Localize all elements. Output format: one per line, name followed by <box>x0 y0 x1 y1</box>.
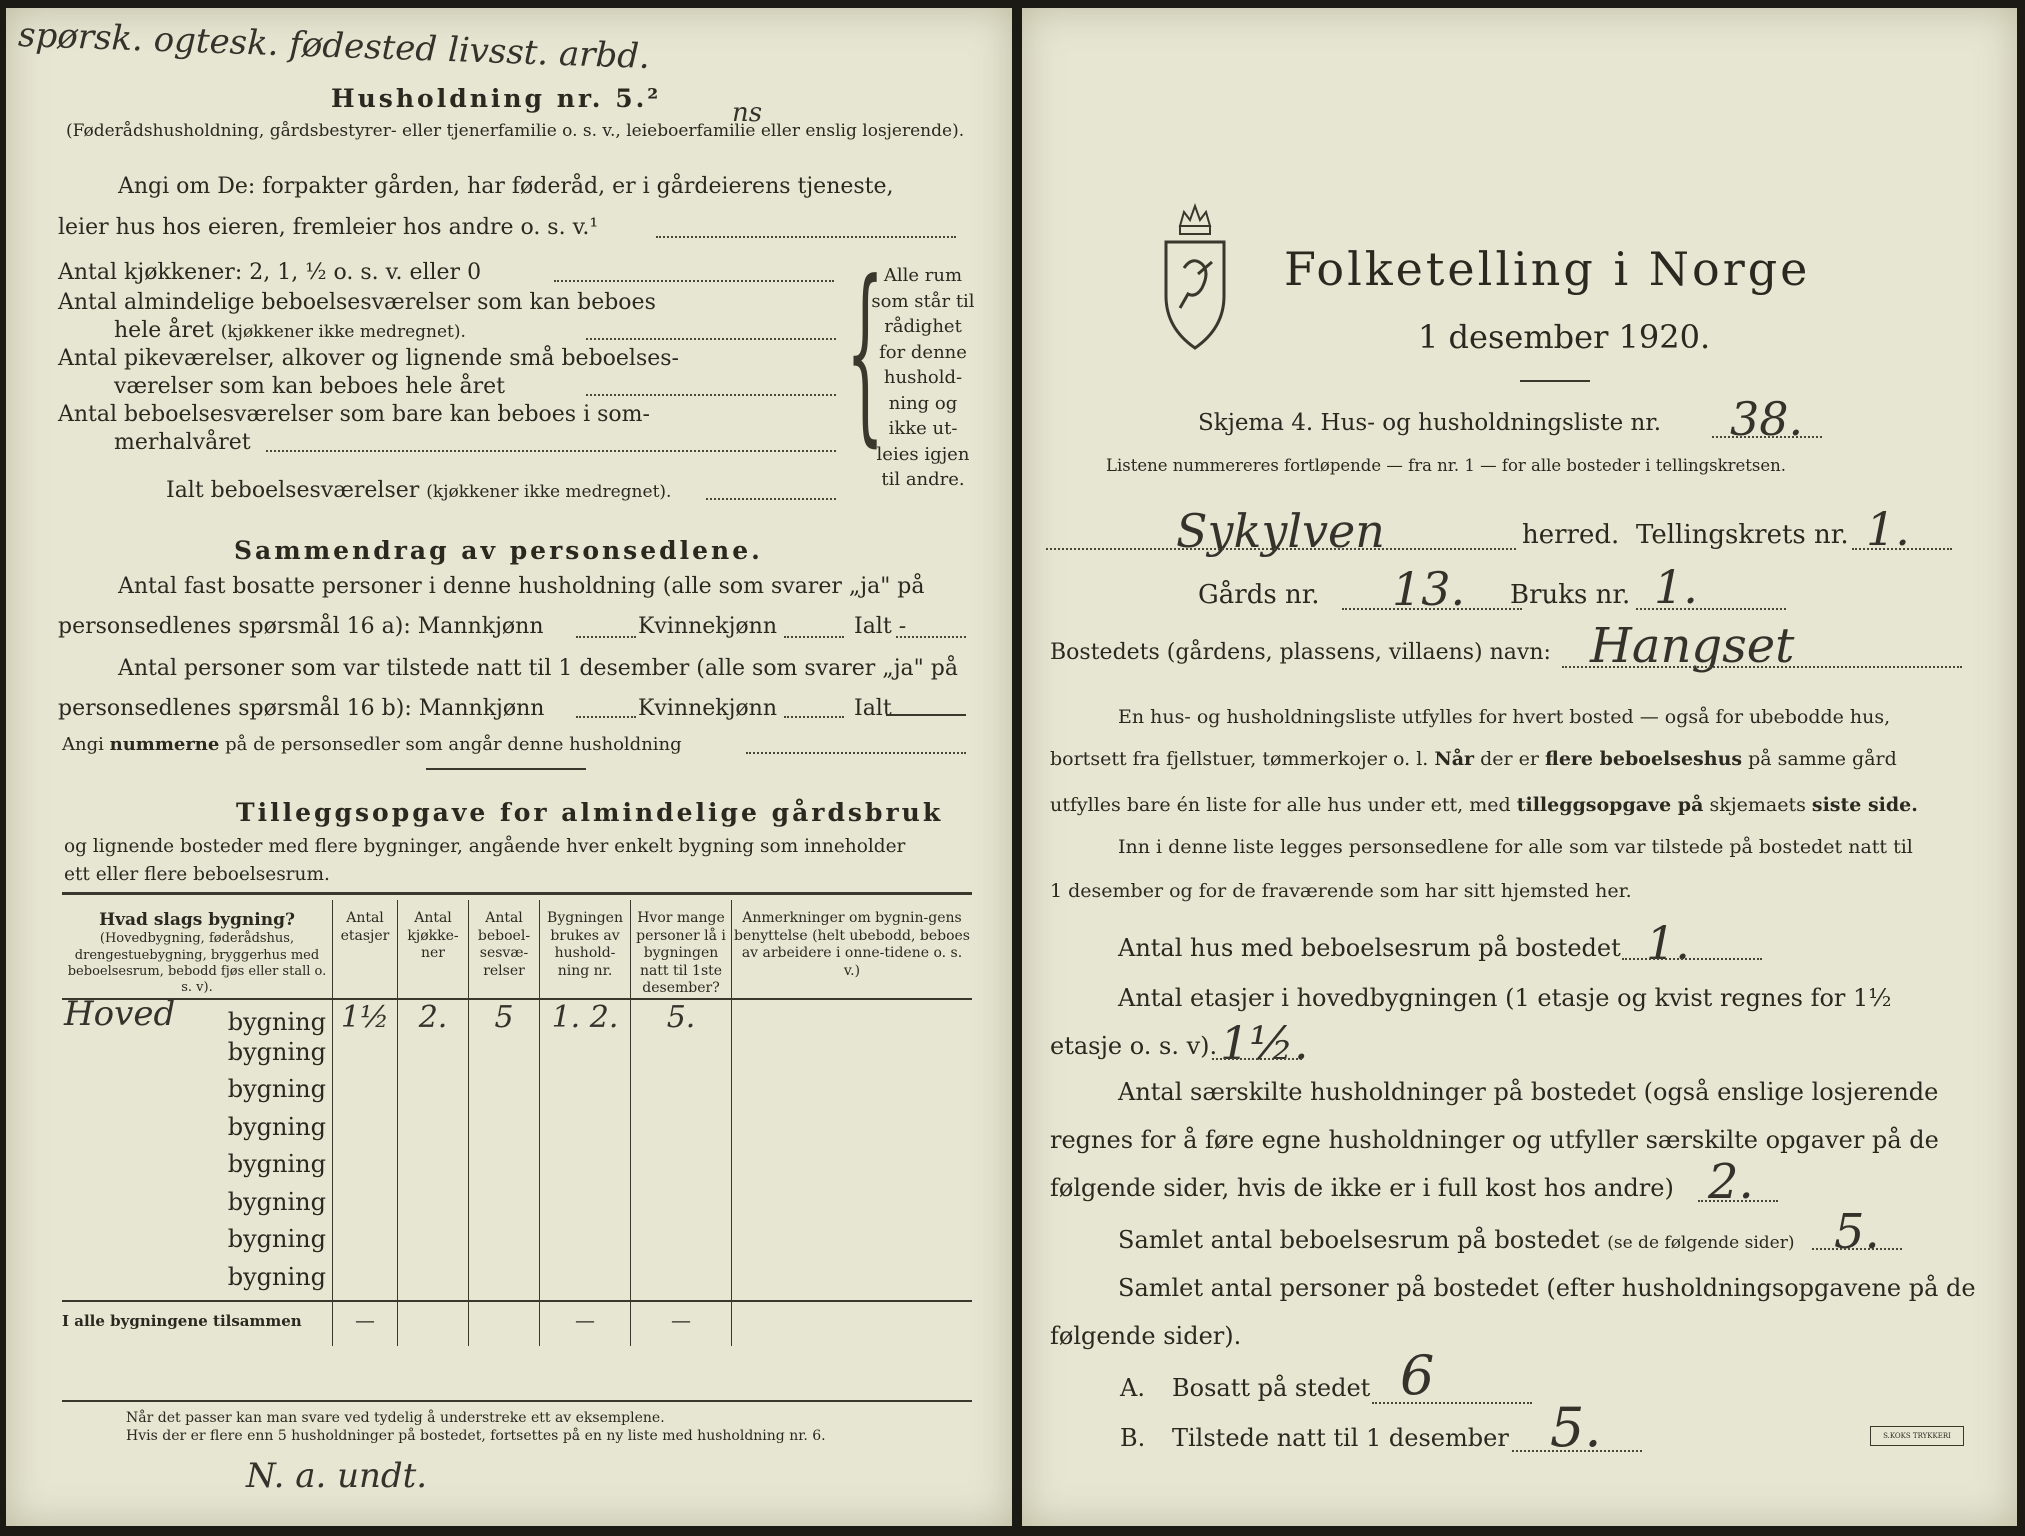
row-building-label: bygning <box>227 1150 326 1178</box>
row-floors <box>333 1188 398 1226</box>
instr-1-line-3a: utfylles bare én liste for alle hus under ett, med <box>1050 794 1511 816</box>
summary-b-female-line <box>784 716 844 718</box>
household-subtitle: (Føderådshusholdning, gårdsbestyrer- eller tjenerfamilie o. s. v., leieboerfamilie eller enslig losjerende). <box>66 121 965 141</box>
farm-number-label: Gårds nr. <box>1198 580 1320 610</box>
row-persons <box>631 1038 732 1076</box>
households-label-1: Antal særskilte husholdninger på bostedet (også enslige losjerende <box>1118 1078 1939 1106</box>
household-title: Husholdning nr. 5.² <box>331 84 662 113</box>
row-used-by <box>540 1038 631 1076</box>
farm-number-line <box>1342 608 1522 610</box>
table-row <box>62 1188 972 1226</box>
residence-name-label: Bostedets (gårdens, plassens, villaens) navn: <box>1050 640 1551 665</box>
angi-nummer-bold: nummerne <box>109 734 220 755</box>
summary-a-female-line <box>784 636 844 638</box>
row-kitchens <box>398 1225 469 1263</box>
table-row <box>62 1038 972 1076</box>
row-kitchens <box>398 1188 469 1226</box>
holding-number-line <box>1636 608 1786 610</box>
total-remarks <box>732 1301 973 1346</box>
rooms-label-note: (kjøkkener ikke medregnet). <box>220 322 466 342</box>
header-building-type-note: (Hovedbygning, føderådshus, drengestuebygning, bryggerhus med beboelsesrum, bebodd fjøs eller stall o. s. v). <box>67 931 327 995</box>
row-rooms <box>469 1075 540 1113</box>
handwritten-bottom-note: N. a. undt. <box>246 1456 428 1496</box>
row-rooms <box>469 1188 540 1226</box>
summary-a-line-1: Antal fast bosatte personer i denne husholdning (alle som svarer „ja" på <box>118 574 925 599</box>
row-building-label: bygning <box>227 1112 326 1141</box>
total-rooms-note: (kjøkkener ikke medregnet). <box>426 482 672 502</box>
supplement-line-1: og lignende bosteder med flere bygninger, angående hver enkelt bygning som inneholder <box>64 836 906 857</box>
maid-rooms-label-2: værelser som kan beboes hele året <box>114 374 505 399</box>
total-used-by: — <box>540 1301 631 1346</box>
row-building-label: bygning <box>227 1225 326 1253</box>
table-row <box>62 1113 972 1151</box>
summer-rooms-answer-line <box>266 450 836 452</box>
row-kitchens <box>398 1150 469 1188</box>
row-used-by: 1. 2. <box>540 999 631 1038</box>
total-persons-label-2: følgende sider). <box>1050 1322 1242 1350</box>
left-page <box>6 8 1012 1526</box>
row-rooms: 5 <box>469 999 540 1038</box>
instr-1-line-3d: siste side. <box>1811 794 1918 816</box>
census-date: 1 desember 1920. <box>1418 318 1711 356</box>
row-used-by <box>540 1113 631 1151</box>
holding-number-value: 1. <box>1654 560 1698 614</box>
row-remarks <box>732 1263 973 1302</box>
row-persons <box>631 1263 732 1302</box>
header-floors: Antal etasjer <box>333 900 398 999</box>
municipality-line <box>1046 548 1516 550</box>
summer-rooms-label-2: merhalvåret <box>114 430 251 455</box>
district-line <box>1852 548 1952 550</box>
district-value: 1. <box>1866 502 1910 556</box>
table-top-rule <box>62 892 972 895</box>
rooms-answer-line <box>586 338 836 340</box>
resident-line <box>1372 1402 1532 1404</box>
summary-a-total-label: Ialt <box>854 614 892 639</box>
total-rooms-label: Samlet antal beboelsesrum på bostedet <box>1118 1226 1600 1254</box>
right-page <box>1022 8 2017 1526</box>
angi-nummer-post: på de personsedler som angår denne husholdning <box>225 734 682 755</box>
row-used-by <box>540 1225 631 1263</box>
instr-1-line-3b: tilleggsopgave på <box>1516 794 1704 816</box>
footnote-1: Når det passer kan man svare ved tydelig å understreke ett av eksemplene. <box>126 1410 665 1426</box>
row-floors <box>333 1038 398 1076</box>
angi-nummer-line <box>746 752 966 754</box>
row-floors: 1½ <box>333 999 398 1038</box>
row-remarks <box>732 1038 973 1076</box>
total-rooms-label: Ialt beboelsesværelser <box>166 478 420 503</box>
instr-2-line-2: 1 desember og for de fraværende som har sitt hjemsted her. <box>1050 880 1632 902</box>
row-rooms <box>469 1113 540 1151</box>
form-label: Skjema 4. Hus- og husholdningsliste nr. <box>1198 410 1662 436</box>
summer-rooms-label-1: Antal beboelsesværelser som bare kan beboes i som- <box>58 402 650 427</box>
rooms-label-2: hele året <box>114 318 214 343</box>
summary-a-total-value: - <box>898 614 907 639</box>
table-row <box>62 1263 972 1302</box>
summary-a-female-label: Kvinnekjønn <box>638 614 777 639</box>
handwritten-header-note: spørsk. ogtesk. fødested livsst. arbd. <box>17 14 651 78</box>
residence-name-value: Hangset <box>1590 618 1795 674</box>
supplement-line-2: ett eller flere beboelsesrum. <box>64 864 330 885</box>
printer-stamp: S.KOKS TRYKKERI <box>1870 1426 1964 1446</box>
title-divider <box>1520 380 1590 382</box>
row-building-type-hand: Hoved <box>64 993 176 1034</box>
row-persons <box>631 1150 732 1188</box>
row-persons <box>631 1188 732 1226</box>
floors-line <box>1212 1058 1302 1060</box>
row-kitchens <box>398 1075 469 1113</box>
houses-line <box>1622 958 1762 960</box>
table-total-row <box>62 1301 972 1346</box>
floors-label-2: etasje o. s. v). <box>1050 1032 1218 1060</box>
table-row <box>62 1075 972 1113</box>
present-value: 5. <box>1550 1396 1602 1459</box>
row-floors <box>333 1150 398 1188</box>
total-rooms-note: (se de følgende sider) <box>1607 1233 1795 1253</box>
row-rooms <box>469 1225 540 1263</box>
households-value: 2. <box>1708 1154 1754 1210</box>
row-building-type <box>62 993 333 1038</box>
row-remarks <box>732 1113 973 1151</box>
row-rooms <box>469 1263 540 1302</box>
total-persons: — <box>631 1301 732 1346</box>
total-floors: — <box>333 1301 398 1346</box>
resident-value: 6 <box>1400 1344 1435 1407</box>
maid-rooms-label-1: Antal pikeværelser, alkover og lignende små beboelses- <box>58 346 679 371</box>
instr-1-line-1: En hus- og husholdningsliste utfylles for hvert bosted — også for ubebodde hus, <box>1118 706 1891 728</box>
maid-rooms-answer-line <box>586 394 836 396</box>
total-label: I alle bygningene tilsammen <box>62 1312 302 1330</box>
summary-b-female-label: Kvinnekjønn <box>638 696 777 721</box>
angi-line-2: leier hus hos eieren, fremleier hos andre o. s. v.¹ <box>58 215 599 240</box>
houses-label: Antal hus med beboelsesrum på bostedet <box>1118 934 1621 962</box>
floors-value: 1½. <box>1220 1016 1309 1070</box>
header-persons: Hvor mange personer lå i bygningen natt til 1ste desember? <box>631 900 732 999</box>
table-row <box>62 1225 972 1263</box>
supplement-title: Tilleggsopgave for almindelige gårdsbruk <box>236 798 944 827</box>
municipality-value: Sykylven <box>1176 504 1385 558</box>
numbering-instruction: Listene nummereres fortløpende — fra nr. 1 — for alle bosteder i tellingskretsen. <box>1106 456 1787 475</box>
present-label: Tilstede natt til 1 desember <box>1172 1424 1509 1452</box>
residence-name-line <box>1562 666 1962 668</box>
present-line <box>1512 1450 1642 1452</box>
row-remarks <box>732 1150 973 1188</box>
row-floors <box>333 1225 398 1263</box>
households-line <box>1698 1200 1778 1202</box>
row-building-label: bygning <box>227 1187 326 1216</box>
handwritten-note-small: ns <box>732 98 763 128</box>
row-kitchens <box>398 1113 469 1151</box>
present-label-letter: B. <box>1120 1424 1146 1452</box>
instr-1-line-3c: skjemaets <box>1709 794 1806 816</box>
summary-a-total-line <box>896 636 966 638</box>
row-used-by <box>540 1075 631 1113</box>
row-remarks <box>732 1188 973 1226</box>
header-kitchens: Antal kjøkke-ner <box>398 900 469 999</box>
list-number-value: 38. <box>1730 392 1804 446</box>
list-number-line <box>1712 436 1822 438</box>
row-remarks <box>732 1225 973 1263</box>
farm-number-value: 13. <box>1392 562 1466 616</box>
header-rooms: Antal beboel-sesvæ-relser <box>469 900 540 999</box>
bracket: { <box>846 242 885 466</box>
buildings-table <box>62 900 972 1346</box>
row-rooms <box>469 1150 540 1188</box>
resident-label-letter: A. <box>1120 1374 1145 1402</box>
row-floors <box>333 1113 398 1151</box>
summary-b-male-line <box>576 716 636 718</box>
summary-a-line-2: personsedlenes spørsmål 16 a): Mannkjønn <box>58 614 544 639</box>
angi-answer-line <box>656 236 956 238</box>
total-persons-label-1: Samlet antal personer på bostedet (efter husholdningsopgavene på de <box>1118 1274 1976 1302</box>
summary-b-total-line <box>886 714 966 716</box>
instr-1-line-2b: Når <box>1434 748 1475 770</box>
households-label-2: regnes for å føre egne husholdninger og utfyller særskilte opgaver på de <box>1050 1126 1939 1154</box>
row-remarks <box>732 999 973 1038</box>
summary-b-total-label: Ialt <box>854 696 892 721</box>
total-rooms-line <box>1812 1248 1902 1250</box>
census-title: Folketelling i Norge <box>1284 242 1811 296</box>
norway-coat-of-arms-icon <box>1158 198 1232 358</box>
table-bottom-rule <box>62 1400 972 1402</box>
total-rooms <box>469 1301 540 1346</box>
row-building-label: bygning <box>227 1007 326 1036</box>
table-row <box>62 999 972 1038</box>
municipality-label: herred. <box>1522 520 1620 550</box>
row-remarks <box>732 1075 973 1113</box>
row-building-label: bygning <box>227 1075 326 1103</box>
total-rooms-value: 5. <box>1834 1204 1880 1260</box>
row-used-by <box>540 1150 631 1188</box>
summary-title: Sammendrag av personsedlene. <box>234 536 763 565</box>
summary-a-male-line <box>576 636 636 638</box>
row-persons <box>631 1075 732 1113</box>
row-building-label: bygning <box>227 1037 326 1066</box>
footnote-2: Hvis der er flere enn 5 husholdninger på bostedet, fortsettes på en ny liste med husholdning nr. 6. <box>126 1428 826 1444</box>
header-building-type <box>62 900 333 999</box>
houses-value: 1. <box>1646 916 1690 970</box>
row-rooms <box>469 1038 540 1076</box>
row-used-by <box>540 1263 631 1302</box>
kitchens-answer-line <box>554 280 834 282</box>
kitchens-label: Antal kjøkkener: 2, 1, ½ o. s. v. eller 0 <box>58 260 482 285</box>
row-kitchens <box>398 1038 469 1076</box>
row-persons <box>631 1113 732 1151</box>
instr-1-line-2e: på samme gård <box>1748 748 1897 770</box>
header-building-type-title: Hvad slags bygning? <box>99 910 295 930</box>
table-row <box>62 1150 972 1188</box>
section-divider <box>426 768 586 770</box>
floors-label-1: Antal etasjer i hovedbygningen (1 etasje og kvist regnes for 1½ <box>1118 984 1892 1012</box>
total-kitchens <box>398 1301 469 1346</box>
row-persons <box>631 1225 732 1263</box>
district-label: Tellingskrets nr. <box>1636 520 1849 550</box>
row-floors <box>333 1263 398 1302</box>
header-remarks: Anmerkninger om bygnin-gens benyttelse (helt ubebodd, beboes av arbeidere i onne-tidene o. s. v.) <box>732 900 973 999</box>
row-building-label: bygning <box>227 1262 326 1291</box>
instr-1-line-2a: bortsett fra fjellstuer, tømmerkojer o. l. <box>1050 748 1429 770</box>
row-kitchens <box>398 1263 469 1302</box>
rooms-label-1: Antal almindelige beboelsesværelser som kan beboes <box>58 290 656 315</box>
angi-line-1: Angi om De: forpakter gården, har føderåd, er i gårdeierens tjeneste, <box>118 174 894 199</box>
summary-b-line-2: personsedlenes spørsmål 16 b): Mannkjønn <box>58 696 545 721</box>
holding-number-label: Bruks nr. <box>1510 580 1631 610</box>
instr-1-line-2c: der er <box>1480 748 1539 770</box>
header-used-by: Bygningen brukes av hushold-ning nr. <box>540 900 631 999</box>
row-kitchens: 2. <box>398 999 469 1038</box>
side-note: Alle rum som står til rådighet for denne hushold- ning og ikke ut- leies igjen til andre. <box>871 265 975 491</box>
row-used-by <box>540 1188 631 1226</box>
resident-label: Bosatt på stedet <box>1172 1374 1371 1402</box>
instr-1-line-2d: flere beboelseshus <box>1545 748 1743 770</box>
summary-b-line-1: Antal personer som var tilstede natt til 1 desember (alle som svarer „ja" på <box>118 656 958 681</box>
row-floors <box>333 1075 398 1113</box>
angi-nummer-pre: Angi <box>62 734 104 755</box>
total-rooms-answer-line <box>706 498 836 500</box>
instr-2-line-1: Inn i denne liste legges personsedlene for alle som var tilstede på bostedet natt til <box>1118 836 1913 858</box>
row-persons: 5. <box>631 999 732 1038</box>
households-label-3: følgende sider, hvis de ikke er i full kost hos andre) <box>1050 1174 1674 1202</box>
